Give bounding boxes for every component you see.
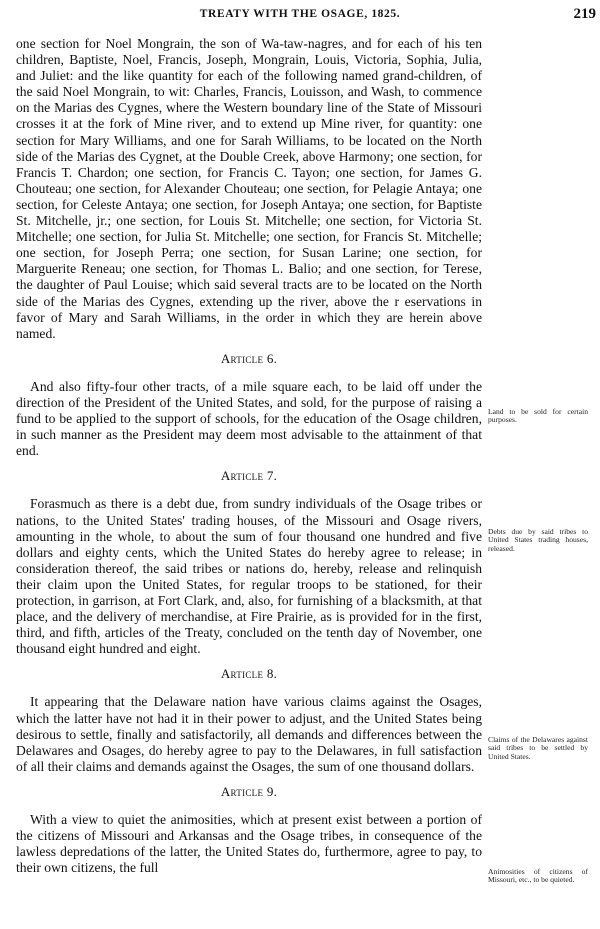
paragraph-article-6: And also fifty-four other tracts, of a mile square each, to be laid off under the direction of the President of the United States, and sold, for the purpose of raising a fund to be applied to the support of schools, for the education of the Osage children, in such manner as the President may deem most advisable to the attainment of that end. (16, 378, 482, 459)
margin-note-article-9: Animosities of citizens of Missouri, etc., to be quieted. (488, 867, 588, 885)
article-7-heading: Article 7. (220, 468, 278, 484)
paragraph-article-8: It appearing that the Delaware nation have various claims against the Osages, which the latter have not had it in their power to adjust, and the United States being desirous to settle, finally and satisfactorily, all demands and differences between the Delawares and Osages, do hereby agree to pay to the Delawares, in full satisfaction of all their claims and demands against the Osages, the sum of one thousand dollars. (16, 694, 482, 774)
running-header (16, 6, 600, 28)
article-8-heading: Article 8. (220, 666, 278, 682)
running-title: TREATY WITH THE OSAGE, 1825. (199, 8, 401, 20)
margin-note-article-6: Land to be sold for certain purposes. (488, 407, 588, 425)
paragraph-article-7: Forasmuch as there is a debt due, from sundry individuals of the Osage tribes or nations, to the United States' trading houses, of the Missouri and Osage rivers, amounting in the whole, to about the sum of four thousand one hundred and five dollars and eighty cents, which the United States do hereby agree to release; in consideration thereof, the said tribes or nations do, hereby, release and relinquish their claim upon the United States, for regular troops to be stationed, for their protection, in garrison, at Fort Clark, and, also, for furnishing of a blacksmith, at that place, and the delivery of merchandise, at Fire Prairie, as is provided for in the first, third, and fifth, articles of the Treaty, concluded on the tenth day of November, one thousand eight hundred and eight. (16, 496, 482, 657)
article-9-heading: Article 9. (220, 783, 278, 799)
treaty-body (16, 36, 482, 876)
margin-note-article-7: Debts due by said tribes to United States trading houses, released. (488, 527, 588, 553)
paragraph-article-9: With a view to quiet the animosities, which at present exist between a portion of the citizens of Missouri and Arkansas and the Osage tribes, in consequence of the lawless depredations of the latter, the United States do, furthermore, agree to pay, to their own citizens, the full (16, 812, 482, 876)
article-6-heading: Article 6. (220, 350, 278, 366)
paragraph-article-5-continued: one section for Noel Mongrain, the son of Wa-taw-nagres, and for each of his ten children, Baptiste, Noel, Francis, Joseph, Mongrain, Louis, Victoria, Sophia, Julia, and Juliet: and the like quantity for each of the following named grand-children, of the said Noel Mongrain, to wit: Charles, Francis, Louisson, and Wash, to commence on the Marias des Cygnes, where the Western boundary line of the State of Missouri crosses it at the fork of Mine river, and to extend up Mine river, for quantity: one section for Mary Williams, and one for Sarah Williams, to be located on the North side of the Marias des Cygnet, at the Double Creek, above Harmony; one section, for Francis T. Chardon; one section, for Francis C. Tayon; one section, for James G. Chouteau; one section, for Alexander Chouteau; one section, for Pelagie Antaya; one section, for Celeste Antaya; one section, for Joseph Antaya; one section, for Baptiste St. Mitchelle, jr.; one section, for Louis St. Mitchelle; one section, for Victoria St. Mitchelle; one section, for Julia St. Mitchelle; one section, for Francis St. Mitchelle; one section, for Joseph Perra; one section, for Susan Larine; one section, for Marguerite Reneau; one section, for Thomas L. Balio; and one section, for Terese, the daughter of Paul Louise; which said several tracts are to be located on the North side of the Marias des Cygnes, extending up the river, above the r eservations in favor of Mary and Sarah Williams, in the order in which they are herein above named. (16, 36, 482, 341)
margin-note-article-8: Claims of the Delawares against said tribes to be settled by United States. (488, 735, 588, 761)
page-number: 219 (573, 6, 596, 22)
